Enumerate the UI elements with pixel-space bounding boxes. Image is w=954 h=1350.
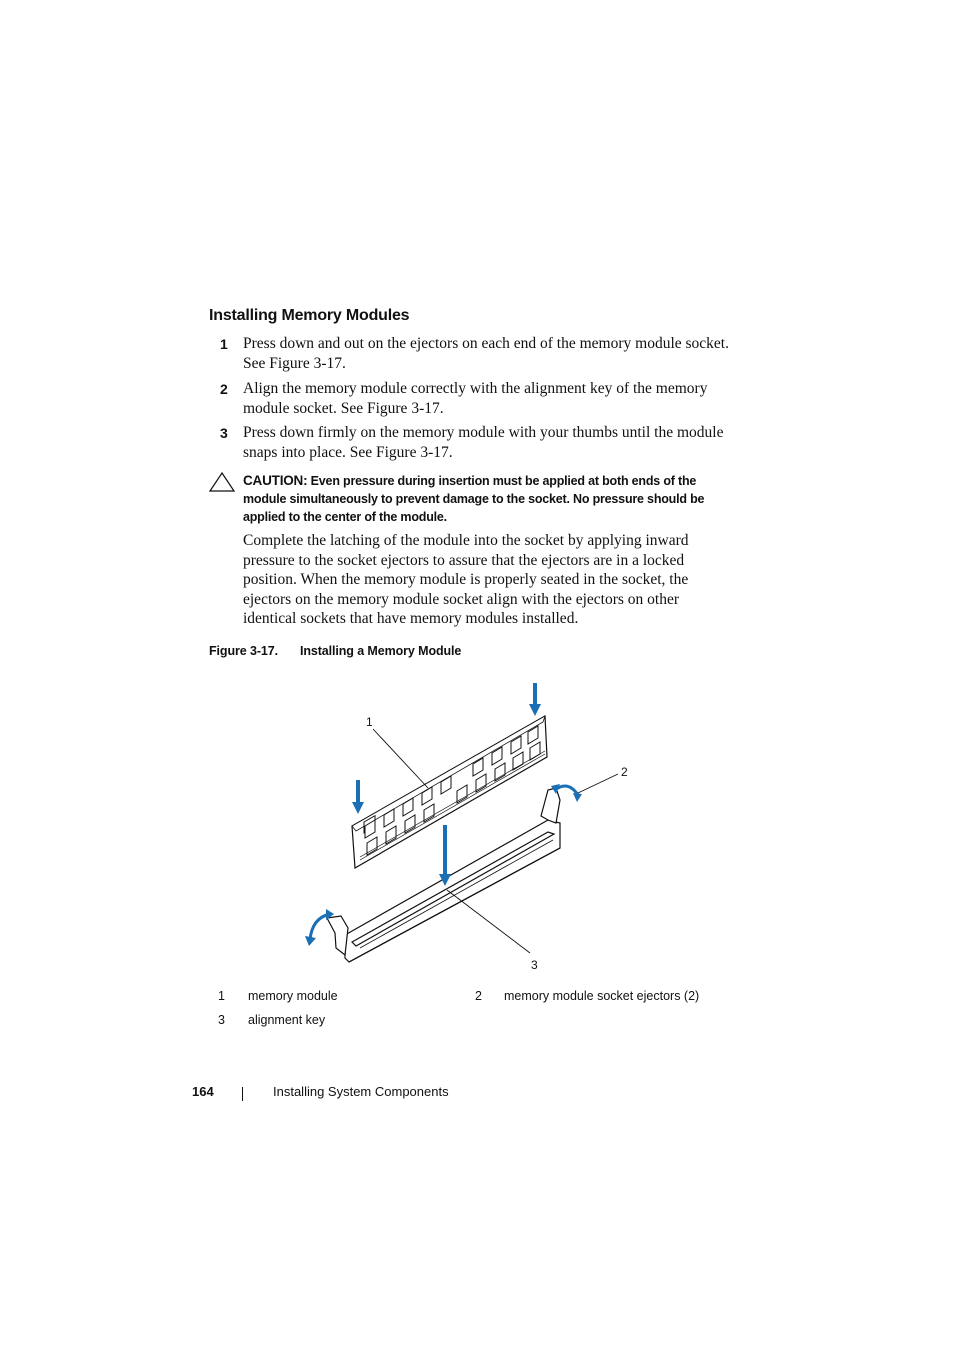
figure-title: Installing a Memory Module [299, 644, 462, 658]
page-number: 164 [192, 1084, 214, 1099]
footer-chapter-title: Installing System Components [273, 1084, 449, 1099]
step-text-1: Press down and out on the ejectors on each end of the memory module socket. See Figure 3-17. [243, 335, 729, 372]
body-paragraph: Complete the latching of the module into the socket by applying inward pressure to the socket ejectors to assure that the ejectors are in a locked position. When the memory module is properly seated in the socket, the ejectors on the memory module socket align with the ejectors on other identical sockets that have memory modules installed. [243, 532, 689, 627]
callout-1: 1 [366, 715, 373, 729]
figure-caption [209, 644, 461, 658]
step-number-1: 1 [220, 336, 228, 352]
figure-number: Figure 3-17. [209, 644, 278, 658]
step-number-3: 3 [220, 425, 228, 441]
caution-label: CAUTION: [243, 473, 308, 488]
caution-icon [209, 472, 235, 492]
step-number-2: 2 [220, 381, 228, 397]
step-text-3: Press down firmly on the memory module with your thumbs until the module snaps into place. See Figure 3-17. [243, 424, 724, 461]
callout-3: 3 [531, 958, 538, 972]
memory-module-illustration [300, 670, 660, 980]
caution-note [243, 472, 718, 526]
legend-num-2: 2 [475, 989, 482, 1003]
legend-num-1: 1 [218, 989, 225, 1003]
legend-num-3: 3 [218, 1013, 225, 1027]
section-heading: Installing Memory Modules [209, 307, 410, 324]
caution-text: Even pressure during insertion must be applied at both ends of the module simultaneously to prevent damage to the socket. No pressure should be applied to the center of the module. [243, 474, 705, 524]
legend-label-1: memory module [248, 989, 338, 1003]
footer-separator [242, 1087, 243, 1101]
legend-label-3: alignment key [248, 1013, 326, 1027]
legend-label-2: memory module socket ejectors (2) [504, 989, 700, 1003]
step-text-2: Align the memory module correctly with the alignment key of the memory module socket. See Figure 3-17. [243, 380, 708, 417]
callout-2: 2 [621, 765, 628, 779]
